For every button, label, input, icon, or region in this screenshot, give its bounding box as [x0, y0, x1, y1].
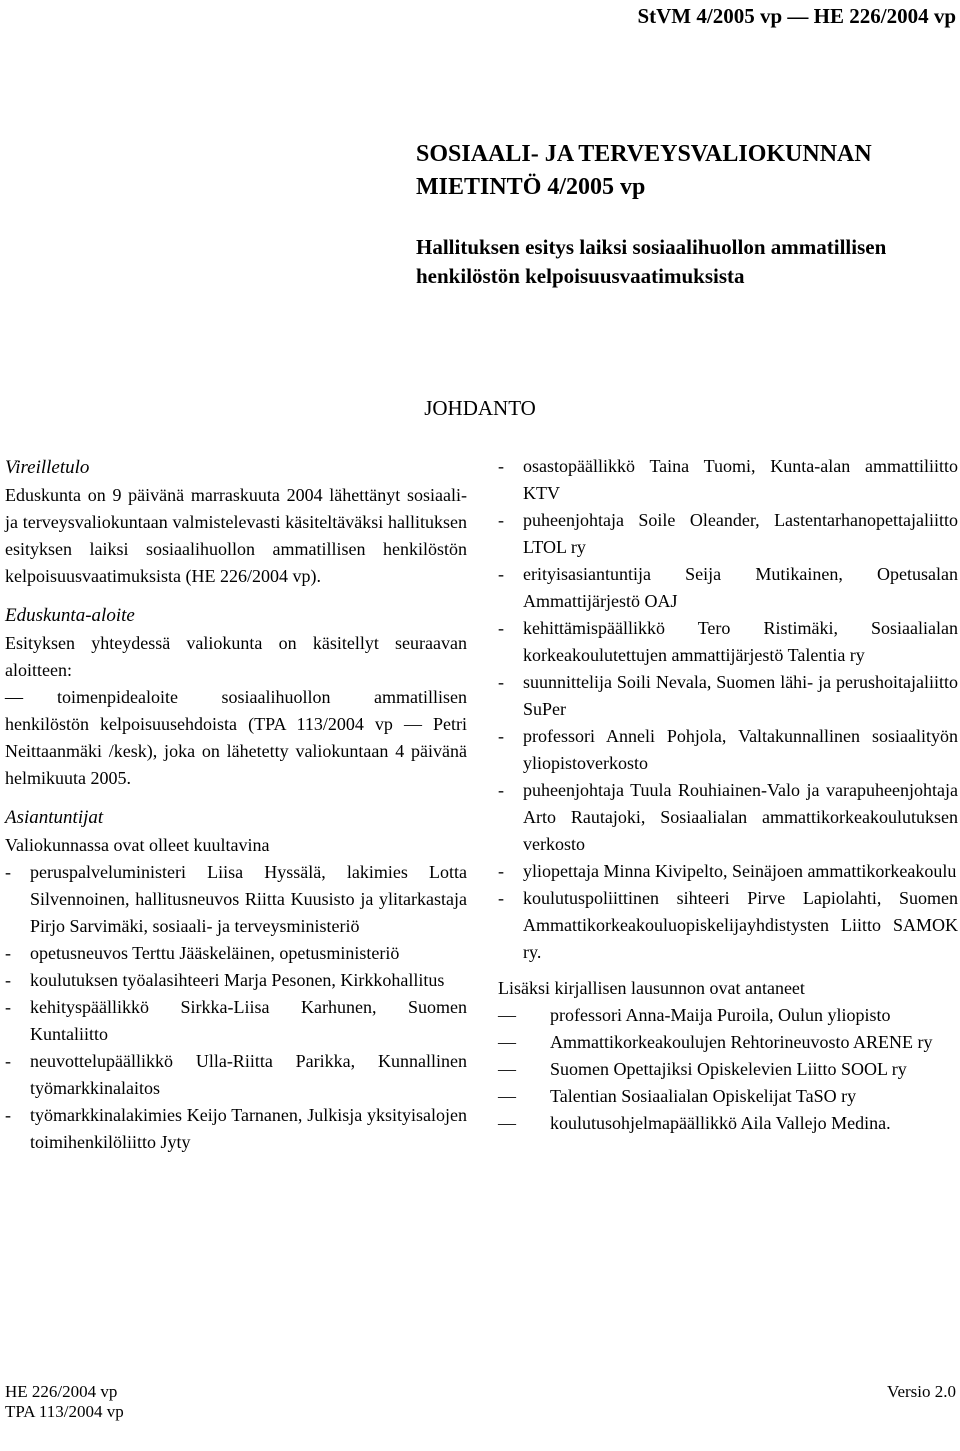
list-item: - osastopäällikkö Taina Tuomi, Kunta-alan ammattiliitto KTV: [498, 453, 958, 507]
asiantuntijat-intro: Valiokunnassa ovat olleet kuultavina: [5, 835, 270, 855]
list-item: - puheenjohtaja Tuula Rouhiainen-Valo ja varapuheenjohtaja Arto Rautajoki, Sosiaalialan ammattikorkeakoulutuksen verkosto: [498, 777, 958, 858]
list-item: - koulutuksen työalasihteeri Marja Pesonen, Kirkkohallitus: [5, 967, 467, 994]
list-item: - opetusneuvos Terttu Jääskeläinen, opetusministeriö: [5, 940, 467, 967]
aloite-item: — — toimenpidealoite sosiaalihuollon ammatillisen henkilöstön kelpoisuusehdoista (TPA 113/2004 vp — Petri Neittaanmäki /kesk), joka on lähetetty valiokuntaan 4 päivänä helmikuuta 2005.: [5, 684, 467, 792]
report-title: [416, 138, 872, 204]
section-title-johdanto: JOHDANTO: [424, 396, 536, 420]
report-title-line-1: SOSIAALI- JA TERVEYSVALIOKUNNAN: [416, 141, 872, 167]
list-item: - neuvottelupäällikkö Ulla-Riitta Parikka, Kunnallinen työmarkkinalaitos: [5, 1048, 467, 1102]
footer-version: Versio 2.0: [887, 1382, 956, 1401]
right-column: [498, 453, 958, 1137]
list-item: - koulutuspoliittinen sihteeri Pirve Lapiolahti, Suomen Ammattikorkeakouluopiskelijayhdistysten Liitto SAMOK ry.: [498, 885, 958, 966]
lausunnot-list: [498, 1002, 958, 1137]
report-title-line-2: MIETINTÖ 4/2005 vp: [416, 174, 646, 200]
heading-eduskunta-aloite: Eduskunta-aloite: [5, 605, 135, 626]
list-item: — koulutusohjelmapäällikkö Aila Vallejo Medina.: [498, 1110, 958, 1137]
running-header: StVM 4/2005 vp — HE 226/2004 vp: [637, 4, 956, 28]
list-item: — Talentian Sosiaalialan Opiskelijat TaSO ry: [498, 1083, 958, 1110]
vireilletulo-text: Eduskunta on 9 päivänä marraskuuta 2004 lähettänyt sosiaali- ja terveysvaliokuntaan valmistelevasti käsiteltäväksi hallituksen esityksen laiksi sosiaalihuollon ammatillisen henkilöstön kelpoisuusvaatimuksista (HE 226/2004 vp).: [5, 485, 467, 586]
list-item: - työmarkkinalakimies Keijo Tarnanen, Julkisja yksityisalojen toimihenkilöliitto Jyty: [5, 1102, 467, 1156]
footer-ref-tpa: TPA 113/2004 vp: [5, 1402, 124, 1421]
list-item: — professori Anna-Maija Puroila, Oulun yliopisto: [498, 1002, 958, 1029]
list-item: - erityisasiantuntija Seija Mutikainen, Opetusalan Ammattijärjestö OAJ: [498, 561, 958, 615]
left-column: [5, 453, 467, 1156]
asiantuntijat-list-continued: [498, 453, 958, 966]
lausunnot-intro: Lisäksi kirjallisen lausunnon ovat antaneet: [498, 978, 805, 998]
report-subtitle: Hallituksen esitys laiksi sosiaalihuollon ammatillisen henkilöstön kelpoisuusvaatimuksista: [416, 235, 887, 288]
list-item: - puheenjohtaja Soile Oleander, Lastentarhanopettajaliitto LTOL ry: [498, 507, 958, 561]
aloite-item-text: toimenpidealoite sosiaalihuollon ammatillisen henkilöstön kelpoisuusehdoista (TPA 113/2004 vp — Petri Neittaanmäki /kesk), joka on lähetetty valiokuntaan 4 päivänä helmikuuta 2005.: [5, 687, 467, 788]
footer-references: [5, 1382, 124, 1422]
aloite-intro: Esityksen yhteydessä valiokunta on käsitellyt seuraavan aloitteen:: [5, 633, 467, 680]
heading-asiantuntijat: Asiantuntijat: [5, 807, 104, 828]
list-item: - peruspalveluministeri Liisa Hyssälä, lakimies Lotta Silvennoinen, hallitusneuvos Riitta Kuusisto ja ylitarkastaja Pirjo Sarvimäki, sosiaali- ja terveysministeriö: [5, 859, 467, 940]
aloite-list: [5, 684, 467, 792]
asiantuntijat-list: [5, 859, 467, 1156]
list-item: — Ammattikorkeakoulujen Rehtorineuvosto ARENE ry: [498, 1029, 958, 1056]
list-item: - professori Anneli Pohjola, Valtakunnallinen sosiaalityön yliopistoverkosto: [498, 723, 958, 777]
list-item: - suunnittelija Soili Nevala, Suomen lähi- ja perushoitajaliitto SuPer: [498, 669, 958, 723]
heading-vireilletulo: Vireilletulo: [5, 457, 90, 478]
list-item: - kehityspäällikkö Sirkka-Liisa Karhunen, Suomen Kuntaliitto: [5, 994, 467, 1048]
footer-ref-he: HE 226/2004 vp: [5, 1382, 118, 1401]
list-item: - kehittämispäällikkö Tero Ristimäki, Sosiaalialan korkeakoulutettujen ammattijärjestö Talentia ry: [498, 615, 958, 669]
list-item: - yliopettaja Minna Kivipelto, Seinäjoen ammattikorkeakoulu: [498, 858, 958, 885]
list-item: — Suomen Opettajiksi Opiskelevien Liitto SOOL ry: [498, 1056, 958, 1083]
